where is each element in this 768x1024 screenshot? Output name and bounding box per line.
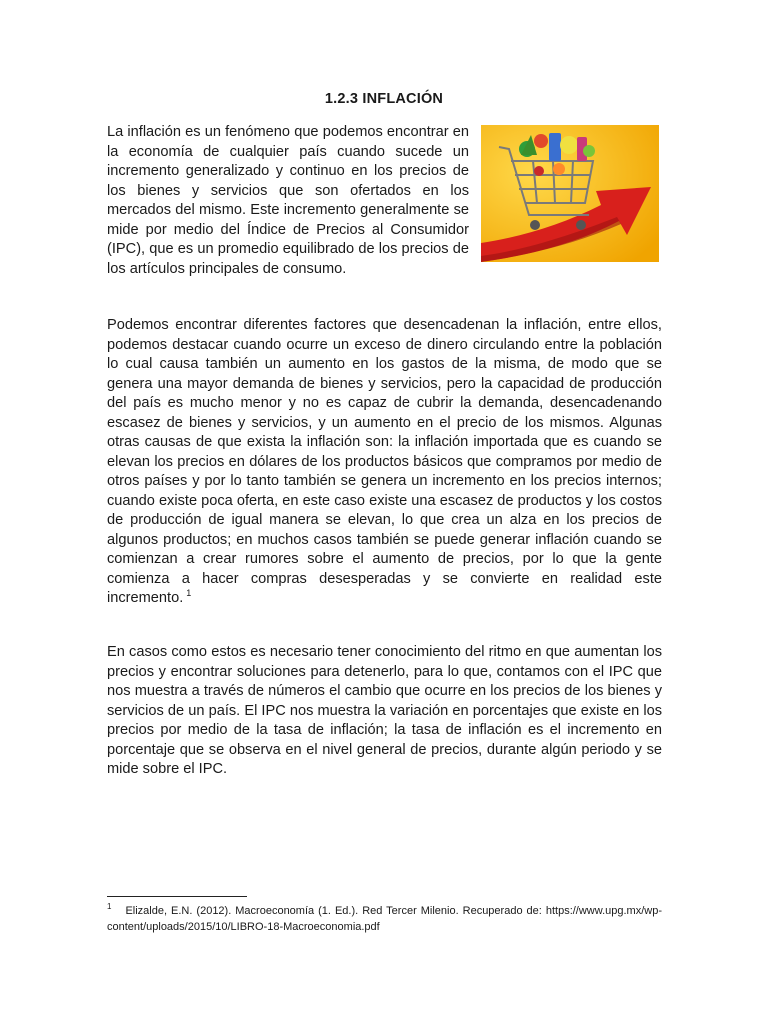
footnote-text: Elizalde, E.N. (2012). Macroeconomía (1. Ed.). Red Tercer Milenio. Recuperado de: https://www.upg.mx/wp-content/uploads/2015/10/LIBRO-18-Macroeconomia.pdf <box>107 905 662 933</box>
paragraph-ipc: En casos como estos es necesario tener conocimiento del ritmo en que aumentan los precios y encontrar soluciones para detenerlo, para lo que, contamos con el IPC que nos muestra a través de números el cambio que ocurre en los precios de los bienes y servicios de un país. El IPC nos muestra la variación en porcentajes que existe en los precios por medio de la tasa de inflación; la tasa de inflación es el incremento en porcentaje que se observa en el nivel general de precios, durante algún periodo y se mide sobre el IPC. <box>107 644 662 777</box>
footnote-number: 1 <box>107 902 112 912</box>
section-title: 1.2.3 INFLACIÓN <box>324 91 444 107</box>
shopping-cart-rising-arrow-icon <box>481 125 659 262</box>
footnote <box>107 903 662 935</box>
footnote-reference[interactable]: 1 <box>186 588 192 599</box>
paragraph-intro: La inflación es un fenómeno que podemos encontrar en la economía de cualquier país cuando sucede un incremento generalizado y continuo en los precios de los bienes y servicios que son ofertados en los mercados del mismo. Este incremento generalmente se mide por medio del Índice de Precios al Consumidor (IPC), que es un promedio equilibrado de los precios de los artículos principales de consumo. <box>107 124 469 277</box>
paragraph-causes <box>107 316 662 609</box>
paragraph-causes-text: Podemos encontrar diferentes factores que desencadenan la inflación, entre ellos, podemos destacar cuando ocurre un exceso de dinero circulando entre la población lo cual causa también un aumento en los gastos de la misma, de modo que se genera una mayor demanda de bienes y servicios, pero la capacidad de producción del país es mucho menor y no es capaz de cubrir la demanda, desencadenando escasez de bienes y servicios, y un aumento en el precio de los mismos. Algunas otras causas de que exista la inflación son: la inflación importada que es cuando se elevan los precios en dólares de los productos básicos que compramos por medio de otros países y por lo tanto también se genera un incremento en los precios internos; cuando existe poca oferta, en este caso existe una escasez de productos y los costos de producción de igual manera se elevan, lo que crea un alza en los precios de algunos productos; en muchos casos también se puede generar inflación cuando se comienzan a crear rumores sobre el aumento de precios, por lo que la gente comienza a hacer compras desesperadas y se convierte en realidad este incremento. <box>107 317 662 606</box>
footnote-divider <box>107 896 247 897</box>
inflation-illustration <box>481 125 659 262</box>
